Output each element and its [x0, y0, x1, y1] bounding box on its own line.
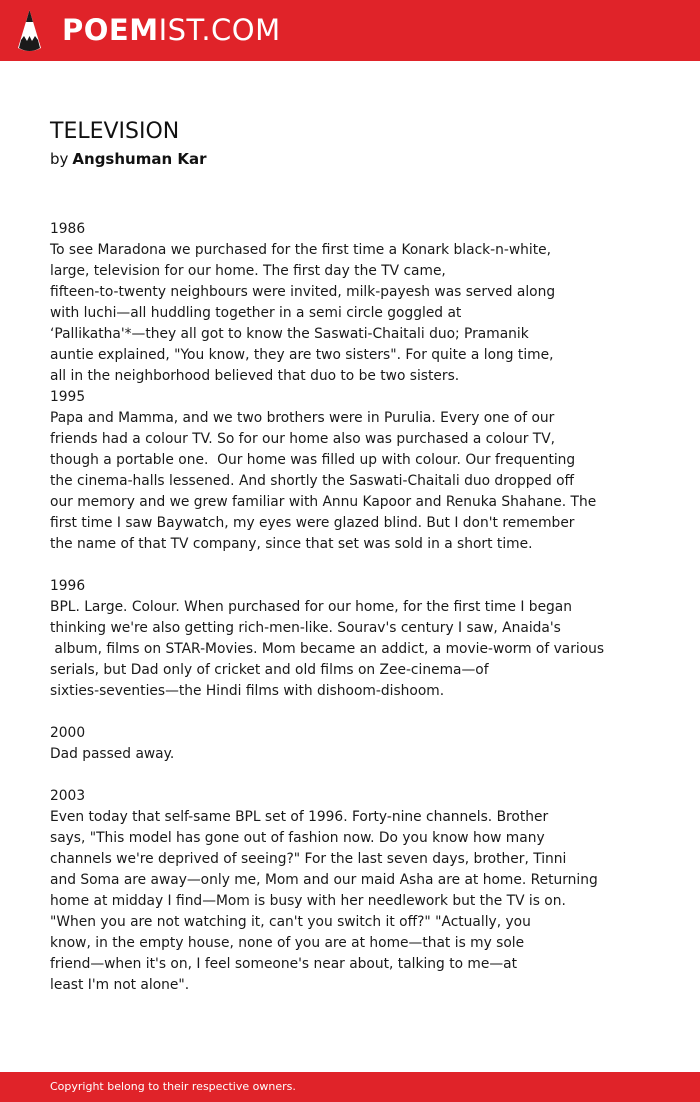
poem-byline: [50, 149, 207, 169]
poem-line: album, films on STAR-Movies. Mom became an addict, a movie-worm of various: [50, 641, 605, 657]
poem-line: friends had a colour TV. So for our home also was purchased a colour TV,: [50, 431, 556, 447]
author-name: Angshuman Kar: [72, 150, 207, 168]
poem-line: Even today that self-same BPL set of 1996. Forty-nine channels. Brother: [50, 809, 549, 825]
logo-bold-text: POEM: [62, 13, 159, 47]
poem-line: 1986: [50, 221, 86, 237]
stanza-break: [50, 702, 670, 723]
poem-line: all in the neighborhood believed that duo to be two sisters.: [50, 368, 460, 384]
poem-line: friend—when it's on, I feel someone's near about, talking to me—at: [50, 956, 518, 972]
poem-line: says, "This model has gone out of fashion now. Do you know how many: [50, 830, 545, 846]
poem-title: TELEVISION: [50, 119, 180, 144]
poem-line: "When you are not watching it, can't you switch it off?" "Actually, you: [50, 914, 531, 930]
poem-line: first time I saw Baywatch, my eyes were glazed blind. But I don't remember: [50, 515, 575, 531]
poem-line: our memory and we grew familiar with Annu Kapoor and Renuka Shahane. The: [50, 494, 597, 510]
poem-line: sixties-seventies—the Hindi films with dishoom-dishoom.: [50, 683, 445, 699]
poem-line: Dad passed away.: [50, 746, 175, 762]
poem-body: [50, 219, 670, 996]
stanza-break: [50, 765, 670, 786]
poem-line: To see Maradona we purchased for the first time a Konark black-n-white,: [50, 242, 552, 258]
poem-line: Papa and Mamma, and we two brothers were in Purulia. Every one of our: [50, 410, 555, 426]
poem-line: home at midday I find—Mom is busy with her needlework but the TV is on.: [50, 893, 566, 909]
poem-line: know, in the empty house, none of you are at home—that is my sole: [50, 935, 525, 951]
poem-line: channels we're deprived of seeing?" For the last seven days, brother, Tinni: [50, 851, 567, 867]
poem-line: with luchi—all huddling together in a semi circle goggled at: [50, 305, 462, 321]
site-logo[interactable]: [62, 12, 281, 48]
poem-line: least I'm not alone".: [50, 977, 190, 993]
poem-line: the cinema-halls lessened. And shortly the Saswati-Chaitali duo dropped off: [50, 473, 575, 489]
poem-line: 1996: [50, 578, 86, 594]
pencil-logo-icon[interactable]: [17, 10, 42, 52]
poem-line: thinking we're also getting rich-men-like. Sourav's century I saw, Anaida's: [50, 620, 561, 636]
poem-line: ‘Pallikatha'*—they all got to know the Saswati-Chaitali duo; Pramanik: [50, 326, 529, 342]
copyright-text: Copyright belong to their respective owners.: [50, 1080, 296, 1093]
by-label: by: [50, 150, 69, 168]
poem-line: 2000: [50, 725, 86, 741]
poem-line: though a portable one. Our home was filled up with colour. Our frequenting: [50, 452, 576, 468]
site-footer: [0, 1072, 700, 1102]
poem-line: auntie explained, "You know, they are two sisters". For quite a long time,: [50, 347, 554, 363]
poem-line: and Soma are away—only me, Mom and our maid Asha are at home. Returning: [50, 872, 598, 888]
poem-line: BPL. Large. Colour. When purchased for our home, for the first time I began: [50, 599, 573, 615]
poem-line: 1995: [50, 389, 86, 405]
poem-line: fifteen-to-twenty neighbours were invited, milk-payesh was served along: [50, 284, 556, 300]
logo-light-text: IST.COM: [158, 13, 281, 47]
poem-line: serials, but Dad only of cricket and old films on Zee-cinema—of: [50, 662, 489, 678]
stanza-break: [50, 555, 670, 576]
site-header: [0, 0, 700, 61]
poem-line: the name of that TV company, since that set was sold in a short time.: [50, 536, 533, 552]
poem-line: 2003: [50, 788, 86, 804]
poem-line: large, television for our home. The first day the TV came,: [50, 263, 446, 279]
